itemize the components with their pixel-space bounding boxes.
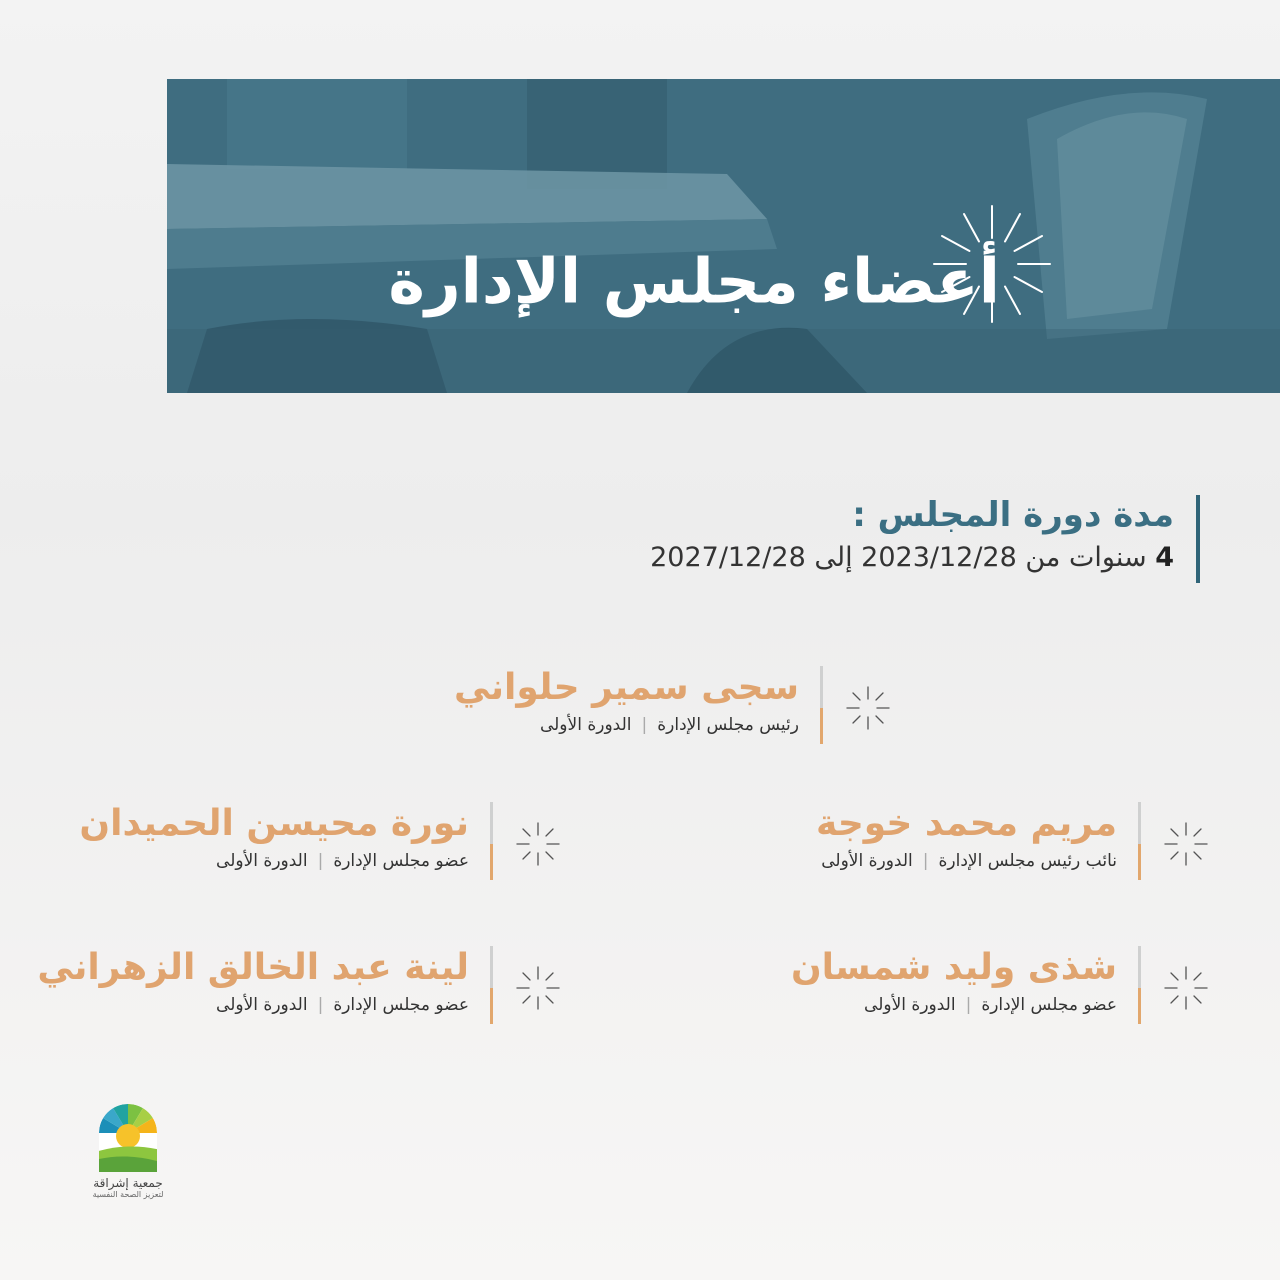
member-card [79, 802, 493, 876]
page-title: أعضاء مجلس الإدارة [388, 244, 1000, 318]
member-role: عضو مجلس الإدارة|الدورة الأولى [216, 851, 469, 871]
sparkle-icon [513, 819, 563, 869]
member-role: عضو مجلس الإدارة|الدورة الأولى [864, 995, 1117, 1015]
sun-logo-icon [95, 1100, 161, 1172]
logo-tagline: لتعزيز الصحة النفسية [92, 1190, 164, 1199]
term-years: 4 [1155, 542, 1174, 573]
member-name: لينة عبد الخالق الزهراني [37, 947, 469, 988]
council-term [650, 495, 1200, 583]
organization-logo [78, 1100, 178, 1200]
sparkle-icon [843, 683, 893, 733]
member-role: رئيس مجلس الإدارة|الدورة الأولى [539, 715, 799, 735]
member-divider [1138, 946, 1141, 1024]
member-name: سجى سمير حلواني [454, 667, 799, 708]
sparkle-icon [1161, 819, 1211, 869]
term-dates: سنوات من 2023/12/28 إلى 2027/12/28 [650, 542, 1147, 573]
member-card [37, 946, 493, 1020]
member-card [816, 802, 1141, 876]
member-divider [490, 802, 493, 880]
member-divider [1138, 802, 1141, 880]
header-banner [167, 79, 1280, 393]
member-name: مريم محمد خوجة [816, 803, 1117, 844]
sparkle-icon [1161, 963, 1211, 1013]
member-card [454, 666, 823, 740]
member-divider [490, 946, 493, 1024]
logo-name: جمعية إشراقة [93, 1176, 163, 1190]
member-role: عضو مجلس الإدارة|الدورة الأولى [216, 995, 469, 1015]
term-duration [650, 535, 1174, 581]
member-role: نائب رئيس مجلس الإدارة|الدورة الأولى [821, 851, 1117, 871]
member-divider [820, 666, 823, 744]
boardroom-background [167, 79, 1280, 393]
member-name: شذى وليد شمسان [790, 947, 1117, 988]
sparkle-icon [513, 963, 563, 1013]
member-card [791, 946, 1141, 1020]
member-name: نورة محيسن الحميدان [79, 803, 469, 844]
term-title: مدة دورة المجلس : [852, 495, 1174, 535]
